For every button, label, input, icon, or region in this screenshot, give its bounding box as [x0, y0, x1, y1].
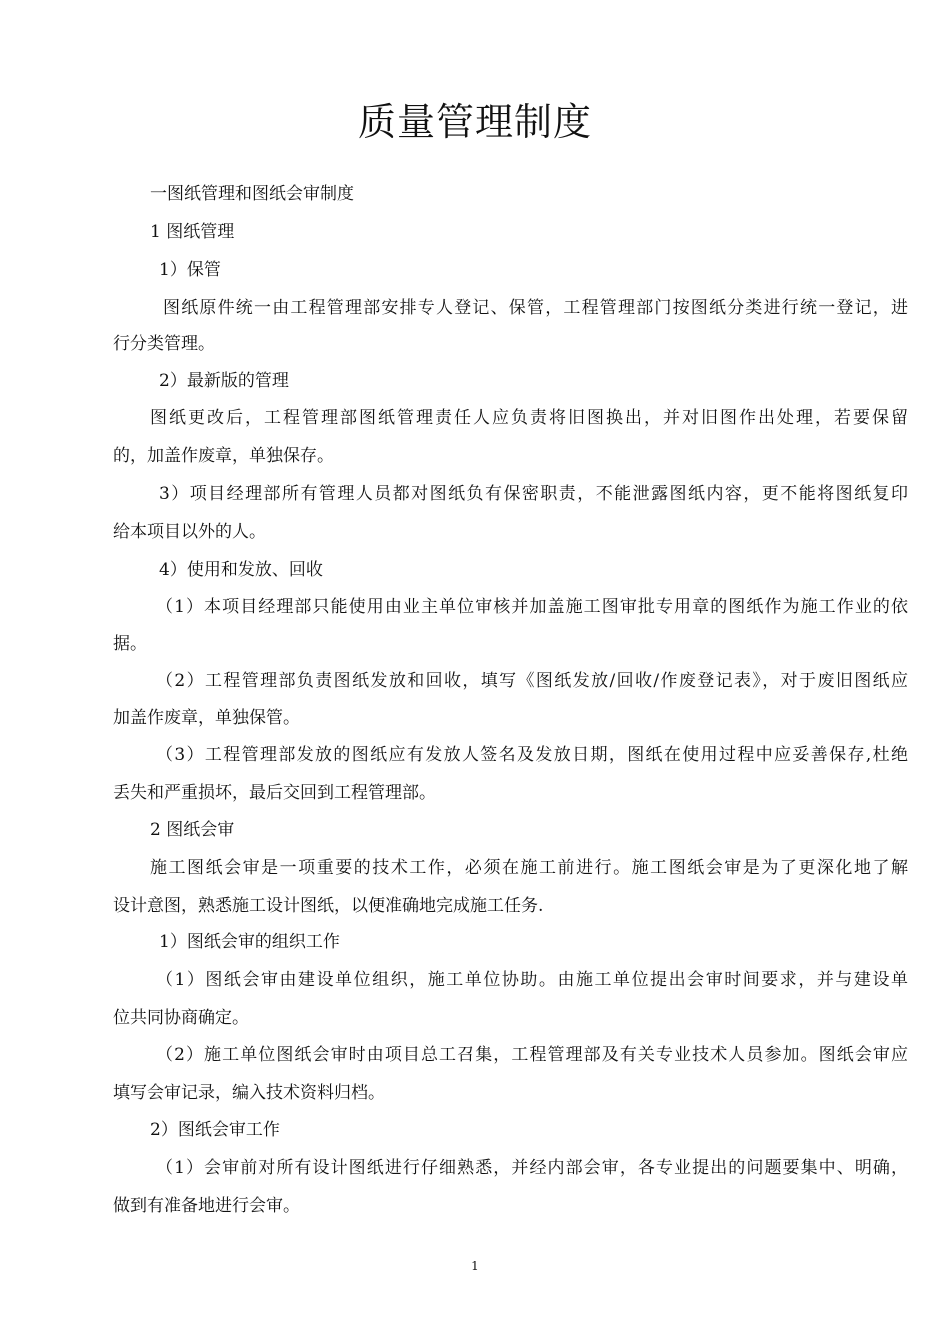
item-heading: 2）图纸会审工作 — [150, 1120, 280, 1140]
page-number: 1 — [471, 1259, 479, 1273]
paragraph-line: 填写会审记录，编入技术资料归档。 — [113, 1083, 385, 1103]
document-title: 质量管理制度 — [357, 100, 592, 144]
paragraph-line: 位共同协商确定。 — [113, 1008, 249, 1028]
item-heading: 2）最新版的管理 — [159, 371, 289, 391]
subsection-heading: 2 图纸会审 — [150, 820, 235, 840]
paragraph-line: 据。 — [113, 634, 147, 654]
paragraph-line: （3）工程管理部发放的图纸应有发放人签名及发放日期，图纸在使用过程中应妥善保存,杜绝 — [156, 745, 908, 765]
paragraph-line: 图纸更改后，工程管理部图纸管理责任人应负责将旧图换出，并对旧图作出处理，若要保留 — [150, 408, 908, 428]
paragraph-line: （1）会审前对所有设计图纸进行仔细熟悉，并经内部会审，各专业提出的问题要集中、明确， — [156, 1158, 908, 1178]
paragraph-line: 加盖作废章，单独保管。 — [113, 708, 300, 728]
paragraph-line: 图纸原件统一由工程管理部安排专人登记、保管，工程管理部门按图纸分类进行统一登记，进 — [163, 298, 908, 318]
item-heading: 1）保管 — [159, 260, 221, 280]
paragraph-line: 3）项目经理部所有管理人员都对图纸负有保密职责，不能泄露图纸内容，更不能将图纸复印 — [159, 484, 908, 504]
paragraph-line: 给本项目以外的人。 — [113, 522, 266, 542]
paragraph-line: 设计意图，熟悉施工设计图纸，以便准确地完成施工任务. — [113, 896, 544, 916]
paragraph-line: （1）本项目经理部只能使用由业主单位审核并加盖施工图审批专用章的图纸作为施工作业的依 — [156, 597, 908, 617]
paragraph-line: 行分类管理。 — [113, 334, 215, 354]
paragraph-line: （2）施工单位图纸会审时由项目总工召集，工程管理部及有关专业技术人员参加。图纸会审应 — [156, 1045, 908, 1065]
paragraph-line: （2）工程管理部负责图纸发放和回收，填写《图纸发放/回收/作废登记表》，对于废旧图纸应 — [156, 671, 908, 691]
item-heading: 4）使用和发放、回收 — [159, 560, 323, 580]
paragraph-line: 施工图纸会审是一项重要的技术工作，必须在施工前进行。施工图纸会审是为了更深化地了解 — [150, 858, 908, 878]
paragraph-line: 做到有准备地进行会审。 — [113, 1196, 300, 1216]
section-heading: 一图纸管理和图纸会审制度 — [150, 184, 354, 204]
paragraph-line: 的，加盖作废章，单独保存。 — [113, 446, 334, 466]
subsection-heading: 1 图纸管理 — [150, 222, 235, 242]
paragraph-line: 丢失和严重损坏，最后交回到工程管理部。 — [113, 783, 436, 803]
paragraph-line: （1）图纸会审由建设单位组织，施工单位协助。由施工单位提出会审时间要求，并与建设单 — [156, 970, 908, 990]
item-heading: 1）图纸会审的组织工作 — [159, 932, 340, 952]
